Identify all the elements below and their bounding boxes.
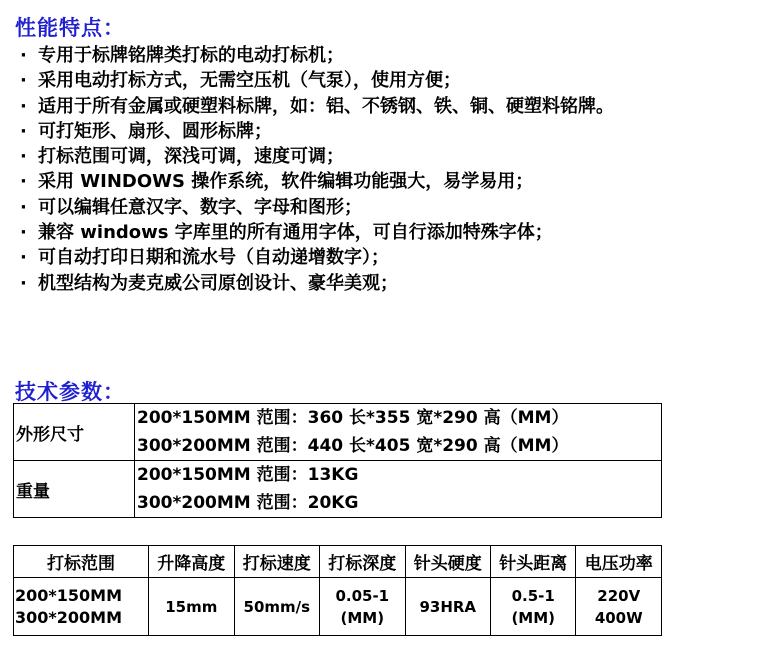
feature-item: · 适用于所有金属或硬塑料标牌，如：铝、不锈钢、铁、铜、硬塑料铭牌。 — [18, 94, 678, 119]
features-heading: 性能特点： — [15, 16, 125, 40]
table-header-row — [14, 546, 662, 578]
feature-item: · 兼容 windows 字库里的所有通用字体，可自行添加特殊字体； — [18, 220, 758, 245]
column-header: 电压功率 — [576, 546, 662, 578]
feature-item: · 机型结构为麦克威公司原创设计、豪华美观； — [18, 271, 758, 296]
spec-table — [13, 403, 662, 518]
param-table — [13, 545, 662, 636]
cell-line: 0.05-1 — [335, 586, 390, 605]
column-header: 针头硬度 — [405, 546, 490, 578]
table-row — [14, 404, 662, 461]
cell-line: 220V — [597, 586, 641, 605]
range-cell — [14, 578, 149, 636]
column-header: 针头距离 — [491, 546, 576, 578]
cell-line: 0.5-1 — [511, 586, 555, 605]
hardness-cell: 93HRA — [405, 578, 490, 636]
cell-line: 300*200MM — [15, 607, 123, 627]
spec-value-line: 300*200MM 范围：20KG — [137, 493, 359, 513]
lift-cell: 15mm — [149, 578, 234, 636]
feature-item: · 打标范围可调，深浅可调，速度可调； — [18, 144, 758, 169]
cell-line: 400W — [594, 608, 643, 627]
power-cell — [576, 578, 662, 636]
column-header: 打标范围 — [14, 546, 149, 578]
spec-value — [135, 461, 662, 518]
cell-line: (MM) — [511, 608, 556, 627]
spec-label: 重量 — [14, 461, 135, 518]
feature-item: · 可以编辑任意汉字、数字、字母和图形； — [18, 195, 758, 220]
table-row — [14, 461, 662, 518]
features-list — [18, 43, 758, 296]
depth-cell — [320, 578, 405, 636]
feature-item: · 专用于标牌铭牌类打标的电动打标机； — [18, 43, 758, 68]
feature-item: · 可自动打印日期和流水号（自动递增数字）； — [18, 245, 758, 270]
spec-value-line: 200*150MM 范围：360 长*355 宽*290 高（MM） — [137, 408, 569, 428]
spec-label: 外形尺寸 — [14, 404, 135, 461]
feature-item: · 可打矩形、扇形、圆形标牌； — [18, 119, 758, 144]
spec-value-line: 300*200MM 范围：440 长*405 宽*290 高（MM） — [137, 436, 569, 456]
column-header: 打标速度 — [234, 546, 319, 578]
spec-value-line: 200*150MM 范围：13KG — [137, 465, 359, 485]
speed-cell: 50mm/s — [234, 578, 319, 636]
feature-item: · 采用 WINDOWS 操作系统，软件编辑功能强大，易学易用； — [18, 169, 758, 194]
table-row — [14, 578, 662, 636]
specs-heading: 技术参数： — [15, 380, 125, 404]
spec-value — [135, 404, 662, 461]
distance-cell — [491, 578, 576, 636]
cell-line: 200*150MM — [15, 585, 123, 605]
column-header: 升降高度 — [149, 546, 234, 578]
column-header: 打标深度 — [320, 546, 405, 578]
feature-item: · 采用电动打标方式，无需空压机（气泵），使用方便； — [18, 68, 758, 93]
cell-line: (MM) — [340, 608, 385, 627]
